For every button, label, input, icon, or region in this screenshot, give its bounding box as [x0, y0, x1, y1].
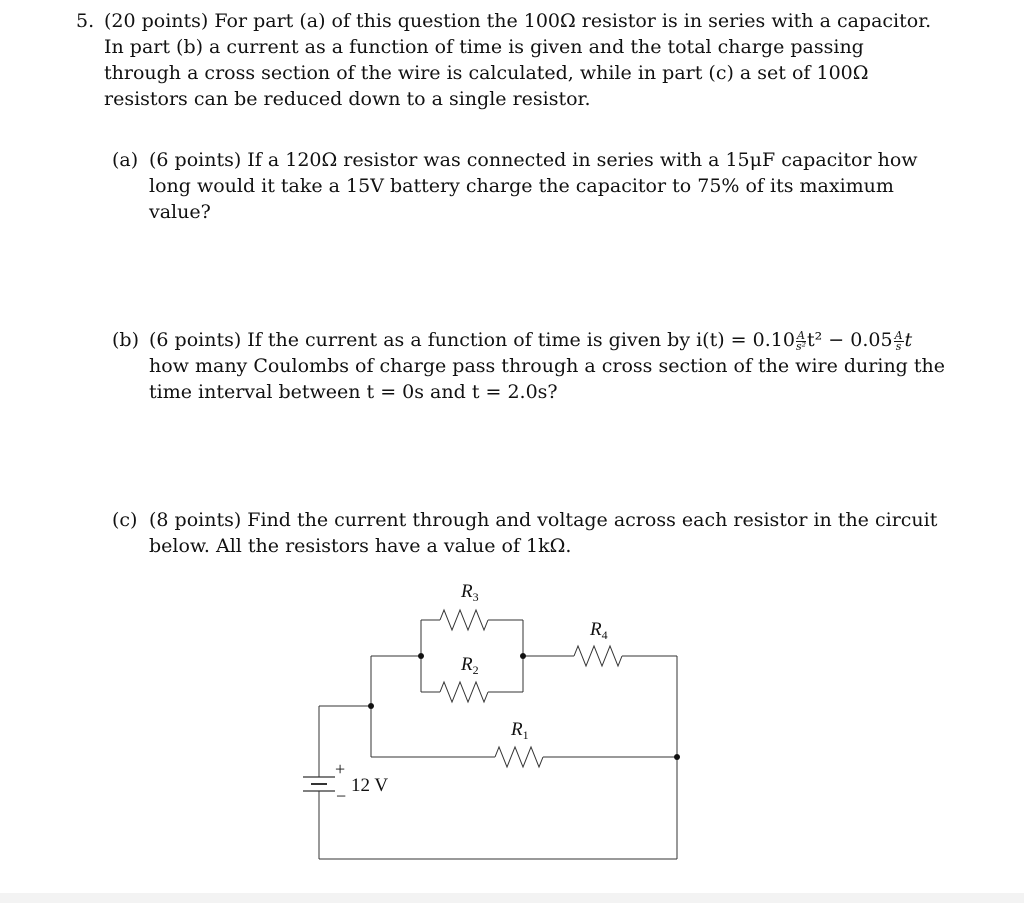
intro-line-3: through a cross section of the wire is calculated, while in part (c) a set of 100Ω: [104, 62, 869, 84]
part-c-line-2: below. All the resistors have a value of 1kΩ.: [149, 535, 572, 557]
battery-minus: −: [336, 786, 347, 806]
label-r2: $R_2$: [461, 654, 479, 677]
part-a-line-3: value?: [149, 201, 211, 223]
label-r1-sub: 1: [522, 728, 529, 742]
battery-plus: +: [335, 759, 346, 779]
label-r3-sub: 3: [472, 590, 479, 604]
label-r4: $R_4$: [590, 619, 608, 642]
node-right: [674, 754, 680, 760]
part-b-line-1-suffix: t: [904, 329, 913, 351]
part-c-label: (c): [112, 509, 138, 531]
label-r1: $R_1$: [511, 719, 529, 742]
intro-line-1: (20 points) For part (a) of this question the 100Ω resistor is in series with a capacitor.: [104, 10, 932, 32]
label-r4-sub: 4: [601, 628, 608, 642]
battery-voltage: 12 V: [351, 775, 389, 796]
part-b-line-2: how many Coulombs of charge pass through a cross section of the wire during the: [149, 355, 945, 377]
intro-line-2: In part (b) a current as a function of time is given and the total charge passing: [104, 36, 864, 58]
label-r3: $R_3$: [461, 581, 479, 604]
part-b-line-1-prefix: (6 points) If the current as a function of time is given by i(t) = 0.10: [149, 329, 795, 351]
page-bottom-strip: [0, 893, 1024, 903]
intro-line-4: resistors can be reduced down to a single resistor.: [104, 88, 591, 110]
part-a-label: (a): [112, 149, 139, 171]
part-c-line-1: (8 points) Find the current through and voltage across each resistor in the circuit: [149, 509, 938, 531]
node-parallel-right: [520, 653, 526, 659]
resistor-r3-zigzag: [440, 610, 488, 630]
part-a-line-1: (6 points) If a 120Ω resistor was connected in series with a 15μF capacitor how: [149, 149, 918, 171]
frac1-numerator: A: [797, 328, 805, 342]
part-b-label: (b): [112, 329, 139, 351]
part-b-line-1-mid: t² − 0.05: [807, 329, 893, 351]
label-r2-sub: 2: [472, 663, 479, 677]
frac2-denominator: s: [895, 339, 902, 353]
part-a-line-2: long would it take a 15V battery charge the capacitor to 75% of its maximum: [149, 175, 894, 197]
resistor-r1-zigzag: [495, 747, 543, 767]
node-parallel-left: [418, 653, 424, 659]
question-number: 5.: [76, 10, 95, 32]
node-left: [368, 703, 374, 709]
frac2-numerator: A: [894, 328, 903, 342]
part-b-line-3: time interval between t = 0s and t = 2.0s?: [149, 381, 558, 403]
resistor-r4-zigzag: [574, 646, 622, 666]
resistor-r2-zigzag: [440, 682, 488, 702]
frac1-denominator: s²: [795, 339, 807, 353]
